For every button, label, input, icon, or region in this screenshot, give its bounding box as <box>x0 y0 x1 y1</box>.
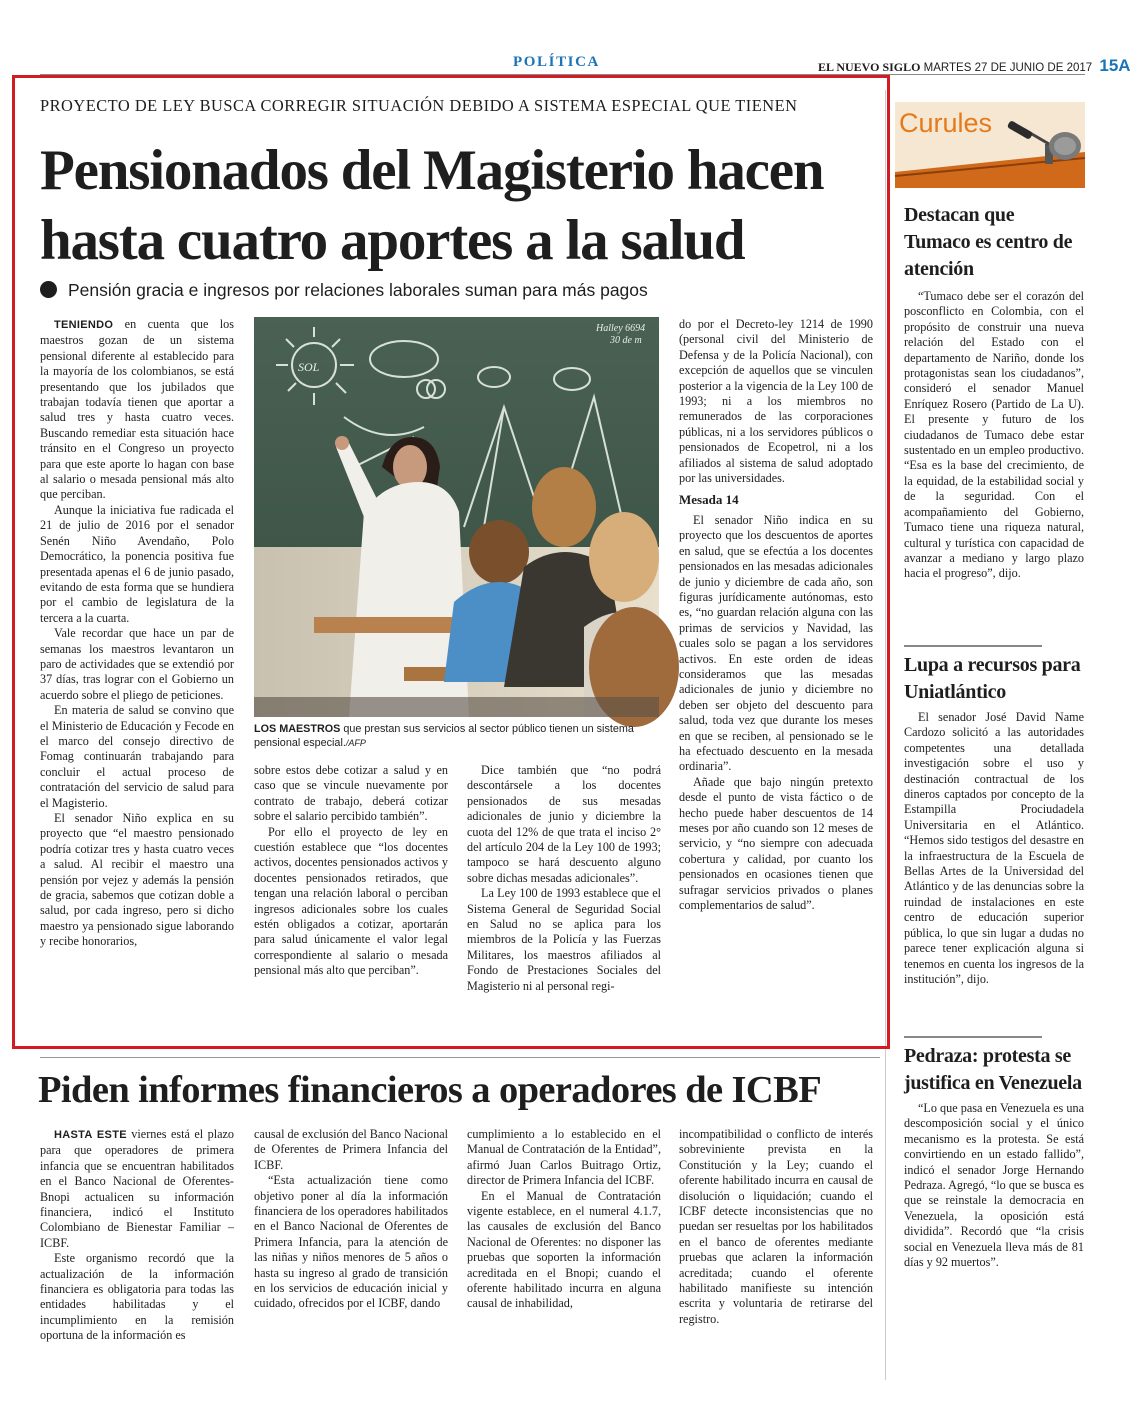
sidebar-item-3 <box>904 1043 1084 1376</box>
paragraph: incompatibilidad o conflicto de interés sobreviniente prevista en la Constitución y la Ley; cuando el oferente habilitado incurra en causal de disolución o liquidación; cuando el ICBF detecte inconsistencias que no puedan ser resueltas por los habilitados en el banco de oferentes mediante pruebas que aclaren la información acreditada; cuando el oferente habilitado manifieste su intención escrita y voluntaria de retirarse del registro. <box>679 1127 873 1326</box>
second-column-3 <box>467 1127 661 1397</box>
second-column-1 <box>40 1127 234 1397</box>
paragraph: Vale recordar que hace un par de semanas los maestros levantaron un paro de actividades que se extendió por 37 días, tras lograr con el Gobierno un acuerdo sobre el pliego de peticiones. <box>40 626 234 702</box>
article-column-2 <box>254 763 448 1033</box>
issue-date: MARTES 27 DE JUNIO DE 2017 <box>923 62 1093 74</box>
caption-lead: LOS MAESTROS <box>254 723 341 735</box>
sidebar-separator <box>904 645 1042 647</box>
paragraph: Dice también que “no podrá descontársele a los docentes pensionados de sus mesadas adicionales de junio y diciembre la cuota del 12% de que trata el inciso 2° del artículo 204 de la Ley 100 de 1993; tampoco se hará descuento alguno sobre dichas mesadas adicionales”. <box>467 763 661 885</box>
paragraph: Por ello el proyecto de ley en cuestión establece que “los docentes activos, docentes pensionados activos y docentes pensionados retirados, que tengan una relación laboral o perciban ingresos adicionales sobre los cuales estén obligados a cotizar, aportarán para salud únicamente el valor legal correspondiente al salario o mesada pensional más alto que perciban”. <box>254 824 448 978</box>
board-writing: 30 de m <box>610 335 642 346</box>
paragraph: Este organismo recordó que la actualización de la información financiera es obligatoria para todas las entidades habilitadas y el incumplimiento en la remisión oportuna de la información es <box>40 1251 234 1343</box>
sidebar-item-1 <box>904 202 1084 641</box>
paragraph: El senador Niño indica en su proyecto que los descuentos de aportes en salud, que se efectúa a los docentes pensionados en las mesadas adicionales de junio y diciembre de cada año, son figuras jurídicamente autónomas, esto es, “no guardan relación alguna con las primas de servicios y Navidad, las cuales solo se pagan a los servidores activos. En este orden de ideas consideramos que las mesadas adicionales de junio y diciembre no deben ser objeto del descuento para salud, toda vez que durante los meses en que se reciben, al pensionado se le ha efectuado descuento en la mesada ordinaria”. <box>679 512 873 774</box>
paragraph: “Esta actualización tiene como objetivo poner al día la información financiera de los operadores habilitados en el Banco Nacional de Oferentes de Primera Infancia, para la atención de las niñas y niños menores de 5 años o hasta su ingreso al grado de transición en los servicios de educación inicial y cuidado, ofrecidos por el ICBF, dando <box>254 1173 448 1311</box>
classroom-photo <box>254 317 659 717</box>
curules-banner <box>895 102 1085 188</box>
paragraph: Aunque la iniciativa fue radicada el 21 de julio de 2016 por el senador Senén Niño Avendaño, Polo Democrático, la ponencia positiva fue presentada apenas el 6 de junio pasado, evitando de esta forma que se hundiera por el cambio de legislatura de la tercera a la cuarta. <box>40 502 234 625</box>
paragraph: En materia de salud se convino que el Ministerio de Educación y Fecode en el marco del consejo directivo de Fomag continuarán trabajando para concluir el actual proceso de contratación del servicio de salud para el Magisterio. <box>40 703 234 810</box>
article-headline: Pensionados del Magisterio hacen hasta cuatro aportes a la salud <box>40 139 824 272</box>
sidebar-headline: Destacan que Tumaco es centro de atención <box>904 204 1073 280</box>
sidebar-headline: Lupa a recursos para Uniatlántico <box>904 654 1081 703</box>
lead-in: HASTA ESTE <box>54 1129 127 1141</box>
article-column-3 <box>467 763 661 1033</box>
paragraph: El senador Niño explica en su proyecto que “el maestro pensionado podría cotizar tres y hasta cuatro veces a salud. Al recibir el maestro una pensión por vejez y además la pensión de gracia, sabemos que cotizan doble a salud, por cada ingreso, pero si dicho maestro ya pensionado sigue laborando y recibe honorarios, <box>40 811 234 949</box>
sidebar-item-2 <box>904 652 1084 1032</box>
sidebar-title: Curules <box>899 108 993 138</box>
page-number: 15A <box>1099 56 1131 75</box>
board-writing: Halley 6694 <box>596 323 646 334</box>
photo-credit: /AFP <box>345 738 366 748</box>
article-dek <box>40 280 648 301</box>
paragraph: “Lo que pasa en Venezuela es una descomposición social y el único mecanismo es la protesta. Se está convirtiendo en un estado fallido”, indicó el senador Jorge Hernando Pedraza. Agregó, “lo que se busca es que se reinstale la democracia en Venezuela, la oposición está dividida”. Recordó que “la crisis social en Venezuela lleva más de 81 días y 92 muertos”. <box>904 1101 1084 1270</box>
paragraph: En el Manual de Contratación vigente establece, en el numeral 4.1.7, las causales de exclusión del Banco Nacional de Oferentes: no disponer las pruebas que soporten la información acreditada en el Bnopi; cuando el oferente habilitado incurra en alguna causal de inhabilidad, <box>467 1188 661 1311</box>
paragraph: sobre estos debe cotizar a salud y en caso que se vincule nuevamente por contrato de trabajo, deberá cotizar sobre el salario percibido también”. <box>254 763 448 824</box>
newspaper-brand: EL NUEVO SIGLO <box>818 60 921 74</box>
second-headline: Piden informes financieros a operadores de ICBF <box>38 1069 822 1111</box>
section-divider <box>40 1057 880 1058</box>
lead-in: TENIENDO <box>54 319 114 331</box>
board-writing: SOL <box>298 360 320 374</box>
article-kicker: PROYECTO DE LEY BUSCA CORREGIR SITUACIÓN DEBIDO A SISTEMA ESPECIAL QUE TIENEN <box>40 96 798 115</box>
paragraph: do por el Decreto-ley 1214 de 1990 (personal civil del Ministerio de Defensa y de la Policía Nacional), con excepción de aquellos que se vinculen posterior a la vigencia de la Ley 100 de 1993; ni a los miembros no remunerados de las corporaciones públicas, ni a los servidores públicos o pensionados de Ecopetrol, ni a los afiliados al sistema de salud adoptado por las universidades. <box>679 317 873 486</box>
paragraph: El senador José David Name Cardozo solicitó a las autoridades competentes una detallada investigación sobre el uso y destinación contractual de los dineros captados por concepto de la Estampilla Prociudadela Universitaria en el Atlántico. “Hemos sido testigos del desastre en la infraestructura de la Escuela de Bellas Artes de la Universidad del Atlántico y de las denuncias sobre la ruindad de instalaciones en este centro de educación superior pública, lo que sin lugar a dudas no parece tener explicación alguna si tenemos en cuenta los ingresos de la institución”, dijo. <box>904 710 1084 986</box>
subheading: Mesada 14 <box>679 492 739 508</box>
paragraph: viernes está el plazo para que operadores de primera infancia que se encuentran habilitados en el Banco Nacional de Oferentes- Bnopi actualicen su información financiera, indicó el Instituto Colombiano de Bienestar Familiar – ICBF. <box>40 1127 234 1250</box>
article-column-1 <box>40 317 234 1032</box>
bullet-icon <box>40 281 57 298</box>
second-column-2 <box>254 1127 448 1397</box>
photo-caption <box>254 722 664 750</box>
sidebar-headline: Pedraza: protesta se justifica en Venezuela <box>904 1045 1082 1094</box>
section-label: POLÍTICA <box>513 54 600 70</box>
paragraph: “Tumaco debe ser el corazón del posconflicto en Colombia, con el propósito de construir una nueva relación del Estado con el departamento de Nariño, donde los protagonistas sean los ciudadanos”, consideró el senador Manuel Enríquez Rosero (Partido de La U). El presente y futuro de los ciudadanos de Tumaco debe estar sustentado en un empleo productivo. “Esa es la base del crecimiento, de la equidad, de la estabilidad social y de la seguridad. Con el acompañamiento del Gobierno, Tumaco tiene una riqueza natural, cultural y turística con capacidad de avanzar a mediano y largo plazo hacia el progreso”, dijo. <box>904 289 1084 581</box>
sidebar-separator <box>904 1036 1042 1038</box>
paragraph: en cuenta que los maestros gozan de un sistema pensional diferente al establecido para la mayoría de los colombianos, se está presentando que los jubilados que trabajan todavía tienen que aportar a salud tres y hasta cuatro veces. Buscando remediar esta situación hace tránsito en el Congreso un proyecto para que este aporte lo hagan con base al salario o mesada pensional más alto que perciban. <box>40 317 234 502</box>
paragraph: cumplimiento a lo establecido en el Manual de Contratación de la Entidad”, afirmó Juan Carlos Buitrago Ortiz, director de Primera Infancia del ICBF. <box>467 1127 661 1188</box>
paragraph: La Ley 100 de 1993 establece que el Sistema General de Seguridad Social en Salud no se aplica para los miembros de la Policía y las Fuerzas Militares, los maestros afiliados al Fondo de Prestaciones Sociales del Magisterio ni al personal regi- <box>467 886 661 993</box>
article-column-4 <box>679 317 873 1033</box>
second-column-4 <box>679 1127 873 1397</box>
masthead <box>818 56 1131 76</box>
paragraph: causal de exclusión del Banco Nacional de Oferentes de Primera Infancia del ICBF. <box>254 1127 448 1172</box>
dek-text: Pensión gracia e ingresos por relaciones laborales suman para más pagos <box>68 280 648 300</box>
paragraph: Añade que bajo ningún pretexto desde el punto de vista fáctico o de hecho puede haber descuentos de 14 meses por año cuando son 12 meses de servicio, y “no siempre con adecuada cobertura y calidad, por cuanto los pensionados en ocasiones tienen que sufragar servicios privados o planes complementarios de salud”. <box>679 774 873 913</box>
classroom-illustration <box>254 317 659 717</box>
caption-text: que prestan sus servicios al sector público tienen un sistema pensional especial. <box>254 723 634 749</box>
